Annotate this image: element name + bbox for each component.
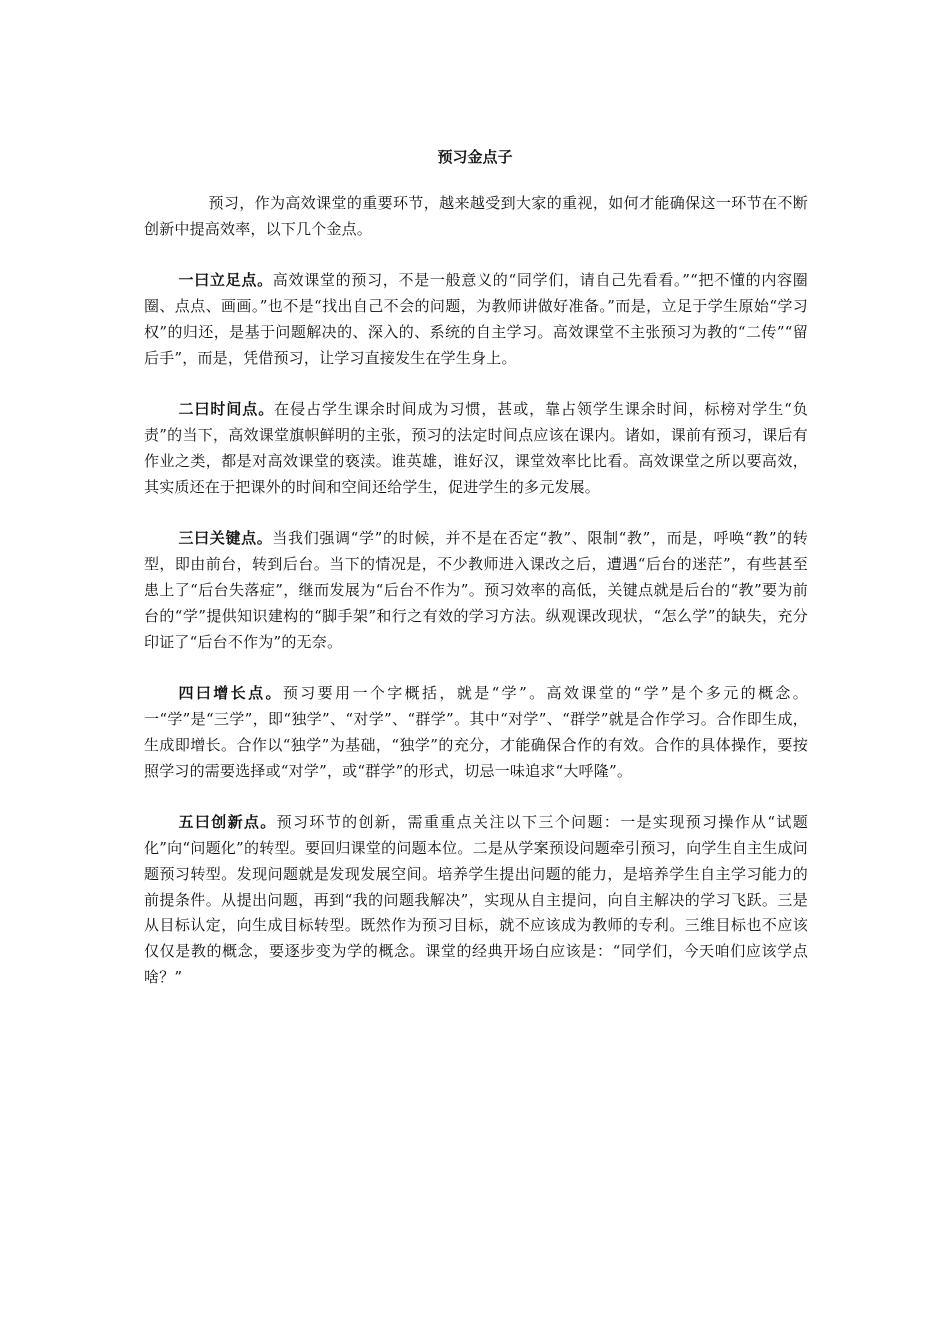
section-text-5: 预习环节的创新，需重重点关注以下三个问题：一是实现预习操作从“试题化”向“问题化”的转型。要回归课堂的问题本位。二是从学案预设问题牵引预习，向学生自主生成问题预习转型。发现问题就是发现发展空间。培养学生提出问题的能力，是培养学生自主学习能力的前提条件。从提出问题，再到“我的问题我解决”，实现从自主提问，向自主解决的学习飞跃。三是从目标认定，向生成目标转型。既然作为预习目标，就不应该成为教师的专利。三维目标也不应该仅仅是教的概念，要逐步变为学的概念。课堂的经典开场白应该是：“同学们，今天咱们应该学点啥？” (144, 813, 808, 986)
section-heading-3: 三曰关键点。 (178, 529, 273, 548)
section-paragraph-3 (144, 526, 808, 655)
section-paragraph-1 (144, 268, 808, 371)
section-paragraph-4 (144, 681, 808, 784)
document-body (144, 191, 808, 991)
section-paragraph-5 (144, 810, 808, 991)
section-text-2: 在侵占学生课余时间成为习惯，甚或，靠占领学生课余时间，标榜对学生“负责”的当下，高效课堂旗帜鲜明的主张，预习的法定时间点应该在课内。诸如，课前有预习，课后有作业之类，都是对高效课堂的亵渎。谁英雄，谁好汉，课堂效率比比看。高效课堂之所以要高效，其实质还在于把课外的时间和空间还给学生，促进学生的多元发展。 (144, 400, 808, 496)
section-heading-4: 四曰增长点。 (178, 684, 283, 703)
section-heading-5: 五曰创新点。 (178, 813, 277, 832)
section-text-4: 预习要用一个字概括，就是“学”。高效课堂的“学”是个多元的概念。一“学”是“三学”，即“独学”、“对学”、“群学”。其中“对学”、“群学”就是合作学习。合作即生成，生成即增长。合作以“独学”为基础，“独学”的充分，才能确保合作的有效。合作的具体操作，要按照学习的需要选择或“对学”，或“群学”的形式，切忌一味追求“大呼隆”。 (144, 684, 808, 780)
section-heading-2: 二曰时间点。 (178, 400, 275, 419)
document-title: 预习金点子 (437, 148, 513, 166)
intro-paragraph: 预习，作为高效课堂的重要环节，越来越受到大家的重视，如何才能确保这一环节在不断创新中提高效率，以下几个金点。 (144, 194, 808, 238)
section-text-3: 当我们强调“学”的时候，并不是在否定“教”、限制“教”，而是，呼唤“教”的转型，即由前台，转到后台。当下的情况是，不少教师进入课改之后，遭遇“后台的迷茫”，有些甚至患上了“后台失落症”，继而发展为“后台不作为”。预习效率的高低，关键点就是后台的“教”要为前台的“学”提供知识建构的“脚手架”和行之有效的学习方法。纵观课改现状，“怎么学”的缺失，充分印证了“后台不作为”的无奈。 (144, 529, 809, 651)
section-text-1: 高效课堂的预习，不是一般意义的“同学们，请自己先看看。”“把不懂的内容圈圈、点点、画画。”也不是“找出自己不会的问题，为教师讲做好准备。”而是，立足于学生原始“学习权”的归还，是基于问题解决的、深入的、系统的自主学习。高效课堂不主张预习为教的“二传”“留后手”，而是，凭借预习，让学习直接发生在学生身上。 (144, 271, 808, 367)
section-paragraph-2 (144, 397, 808, 500)
section-heading-1: 一曰立足点。 (178, 271, 273, 290)
